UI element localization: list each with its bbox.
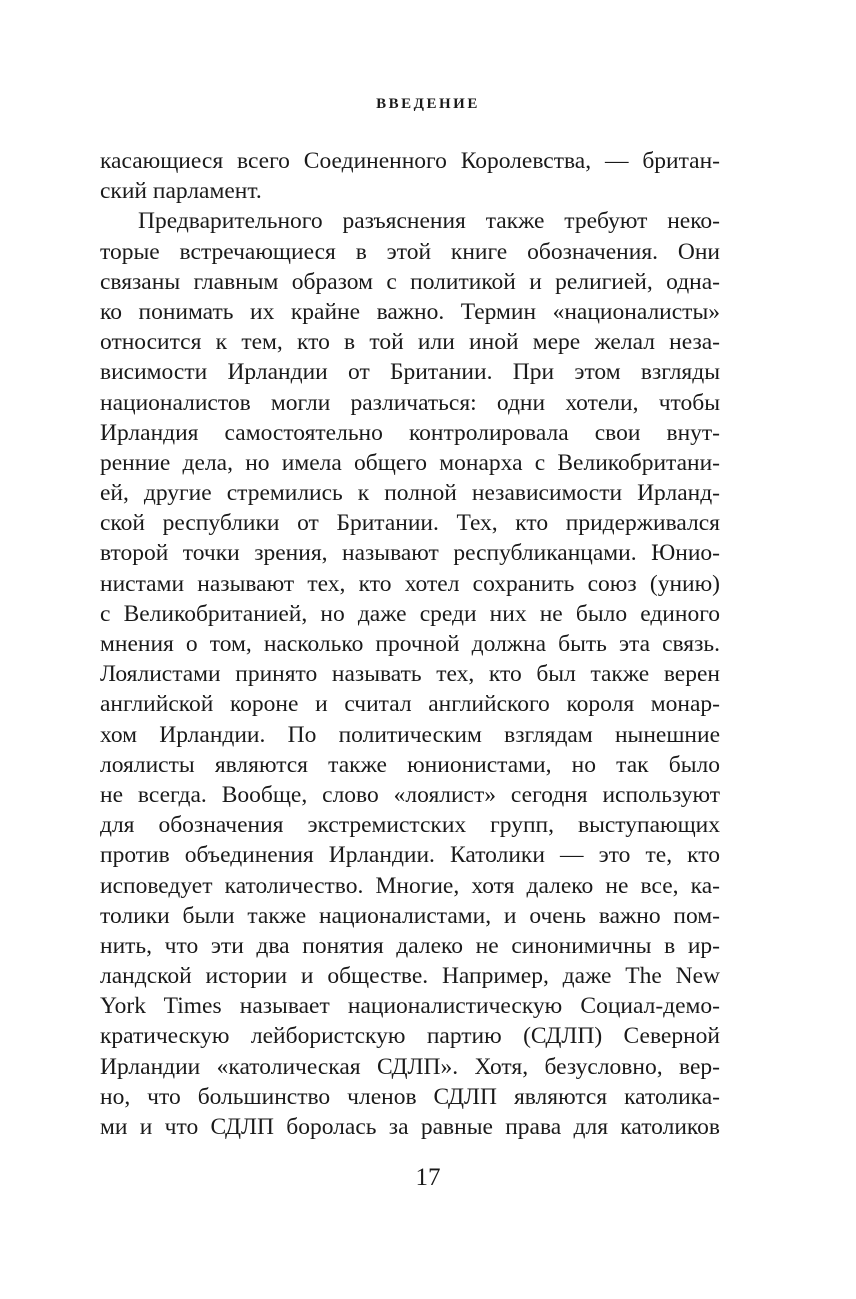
text-line: хом Ирландии. По политическим взглядам нынешние: [100, 721, 720, 748]
running-head: ВВЕДЕНИЕ: [376, 96, 480, 112]
text-line: толики были также националистами, и очень важно пом-: [100, 902, 720, 929]
text-line: ландской истории и обществе. Например, даже The New: [100, 963, 720, 990]
text-line: висимости Ирландии от Британии. При этом взгляды: [100, 359, 720, 386]
page-number: 17: [415, 1164, 441, 1191]
text-line: против объединения Ирландии. Католики — это те, кто: [100, 842, 720, 869]
text-line: Ирландии «католическая СДЛП». Хотя, безусловно, вер-: [100, 1053, 720, 1080]
text-line: Лоялистами принято называть тех, кто был также верен: [100, 661, 720, 688]
text-line: Ирландия самостоятельно контролировала свои внут-: [100, 419, 720, 446]
text-line: Предварительного разъяснения также требуют неко-: [138, 208, 720, 235]
text-line: для обозначения экстремистских групп, выступающих: [100, 812, 720, 839]
text-line: York Times называет националистическую Социал-демо-: [100, 993, 720, 1020]
text-line: ей, другие стремились к полной независимости Ирланд-: [100, 480, 720, 507]
text-line: касающиеся всего Соединенного Королевства, — британ-: [100, 148, 720, 174]
text-line: относится к тем, кто в той или иной мере желал неза-: [100, 329, 720, 356]
text-line: ской республики от Британии. Тех, кто придерживался: [100, 510, 720, 537]
text-line: ко понимать их крайне важно. Термин «националисты»: [100, 298, 720, 325]
text-line: но, что большинство членов СДЛП являются католика-: [100, 1083, 720, 1110]
text-line: второй точки зрения, называют республиканцами. Юнио-: [100, 540, 720, 567]
text-line: ми и что СДЛП боролась за равные права для католиков: [100, 1114, 720, 1140]
text-line: английской короне и считал английского короля монар-: [100, 691, 720, 718]
text-line: не всегда. Вообще, слово «лоялист» сегодня используют: [100, 781, 720, 808]
text-line: нить, что эти два понятия далеко не синонимичны в ир-: [100, 932, 720, 959]
text-line: нистами называют тех, кто хотел сохранить союз (унию): [100, 570, 720, 597]
text-line: с Великобританией, но даже среди них не было единого: [100, 600, 720, 627]
text-line: ренние дела, но имела общего монарха с Великобритани-: [100, 449, 720, 476]
text-line: мнения о том, насколько прочной должна быть эта связь.: [100, 631, 720, 657]
text-line: ский парламент.: [100, 178, 262, 205]
text-line: связаны главным образом с политикой и религией, одна-: [100, 268, 720, 295]
text-line: исповедует католичество. Многие, хотя далеко не все, ка-: [100, 872, 720, 899]
body-text: [100, 146, 720, 1142]
text-line: националистов могли различаться: одни хотели, чтобы: [100, 389, 720, 416]
text-line: лоялисты являются также юнионистами, но так было: [100, 751, 720, 778]
text-line: кратическую лейбористскую партию (СДЛП) Северной: [100, 1023, 720, 1050]
text-line: торые встречающиеся в этой книге обозначения. Они: [100, 238, 720, 265]
